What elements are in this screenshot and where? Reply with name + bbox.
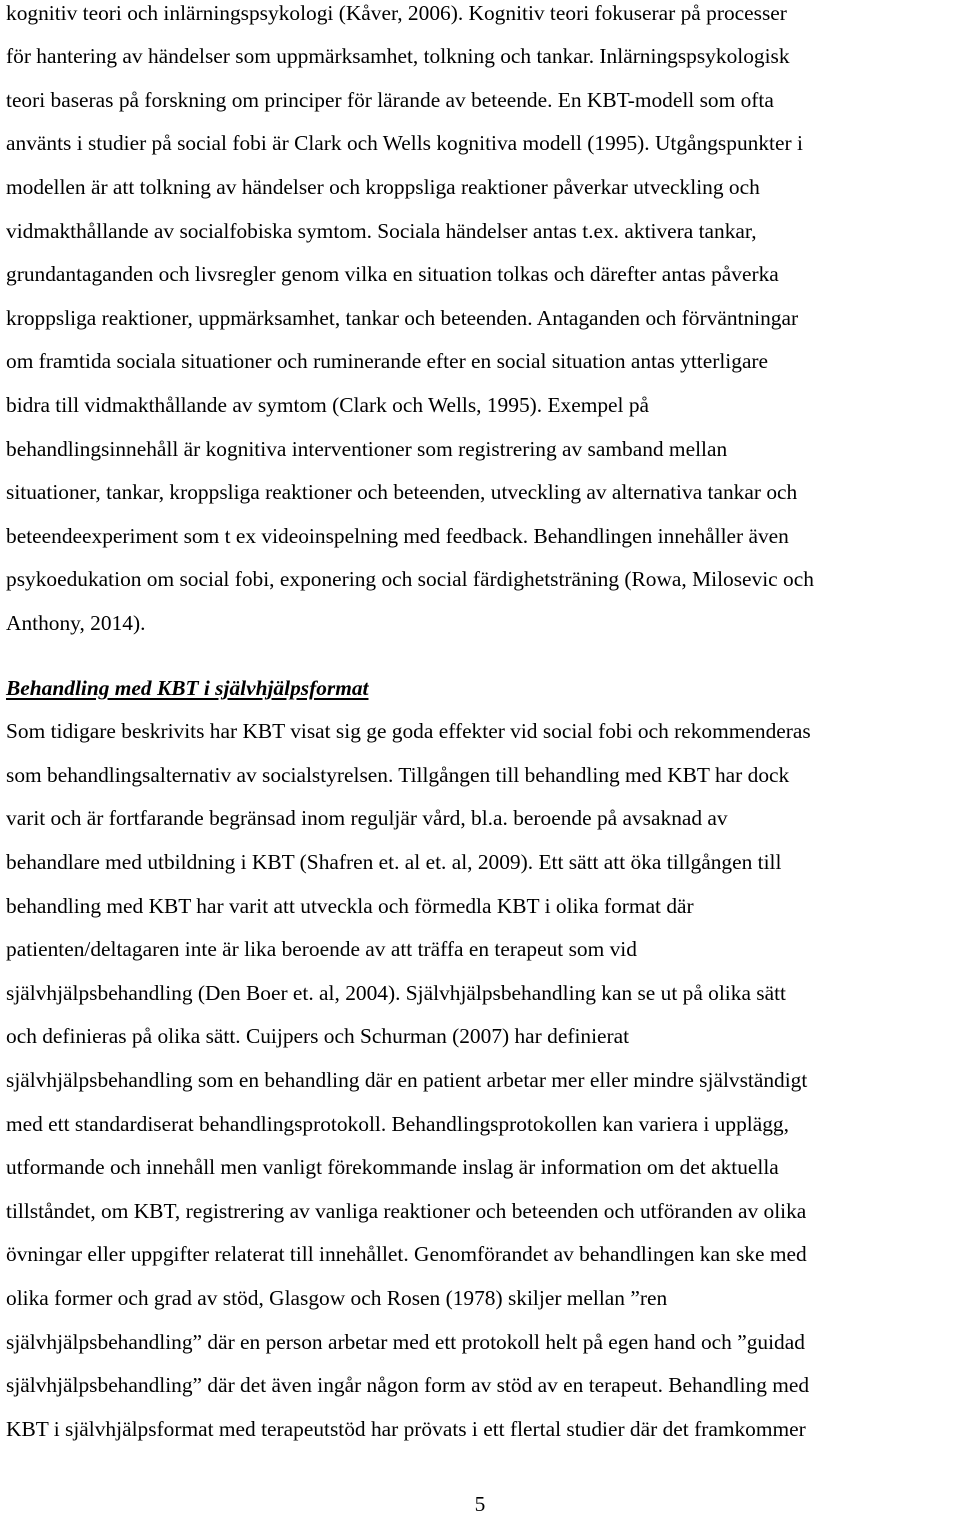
paragraph-line: Som tidigare beskrivits har KBT visat sig ge goda effekter vid social fobi och rekommenderas [6, 719, 811, 743]
paragraph-line: kognitiv teori och inlärningspsykologi (Kåver, 2006). Kognitiv teori fokuserar på processer [6, 1, 787, 25]
paragraph-line: använts i studier på social fobi är Clark och Wells kognitiva modell (1995). Utgångspunkter i [6, 131, 803, 155]
paragraph-line: utformande och innehåll men vanligt förekommande inslag är information om det aktuella [6, 1155, 779, 1179]
paragraph-line: behandlare med utbildning i KBT (Shafren et. al et. al, 2009). Ett sätt att öka tillgången till [6, 850, 782, 874]
paragraph-line: beteendeexperiment som t ex videoinspelning med feedback. Behandlingen innehåller även [6, 524, 789, 548]
paragraph-line: behandlingsinnehåll är kognitiva interventioner som registrering av samband mellan [6, 437, 728, 461]
paragraph-line: behandling med KBT har varit att utveckla och förmedla KBT i olika format där [6, 894, 694, 918]
paragraph-line: kroppsliga reaktioner, uppmärksamhet, tankar och beteenden. Antaganden och förväntningar [6, 306, 799, 330]
paragraph-line: olika former och grad av stöd, Glasgow och Rosen (1978) skiljer mellan ”ren [6, 1286, 668, 1310]
page-number: 5 [474, 1492, 486, 1516]
paragraph-line: som behandlingsalternativ av socialstyrelsen. Tillgången till behandling med KBT har dock [6, 763, 790, 787]
paragraph-line: situationer, tankar, kroppsliga reaktioner och beteenden, utveckling av alternativa tankar och [6, 480, 798, 504]
paragraph-line: patienten/deltagaren inte är lika beroende av att träffa en terapeut som vid [6, 937, 637, 961]
paragraph-line: självhjälpsbehandling” där en person arbetar med ett protokoll helt på egen hand och ”guidad [6, 1330, 805, 1354]
paragraph-line: Anthony, 2014). [6, 611, 146, 635]
section-heading: Behandling med KBT i självhjälpsformat [6, 676, 369, 700]
paragraph-line: varit och är fortfarande begränsad inom reguljär vård, bl.a. beroende på avsaknad av [6, 806, 728, 830]
paragraph-line: övningar eller uppgifter relaterat till innehållet. Genomförandet av behandlingen kan ske med [6, 1242, 807, 1266]
paragraph-line: med ett standardiserat behandlingsprotokoll. Behandlingsprotokollen kan variera i upplägg, [6, 1112, 789, 1136]
paragraph-line: KBT i självhjälpsformat med terapeutstöd har prövats i ett flertal studier där det framkommer [6, 1417, 806, 1441]
paragraph-line: teori baseras på forskning om principer för lärande av beteende. En KBT-modell som ofta [6, 88, 774, 112]
paragraph-line: psykoedukation om social fobi, exponering och social färdighetsträning (Rowa, Milosevic och [6, 567, 814, 591]
paragraph-line: tillståndet, om KBT, registrering av vanliga reaktioner och beteenden och utföranden av olika [6, 1199, 807, 1223]
paragraph-line: självhjälpsbehandling” där det även ingår någon form av stöd av en terapeut. Behandling med [6, 1373, 810, 1397]
paragraph-line: om framtida sociala situationer och ruminerande efter en social situation antas ytterligare [6, 349, 769, 373]
paragraph-line: bidra till vidmakthållande av symtom (Clark och Wells, 1995). Exempel på [6, 393, 650, 417]
paragraph-line: vidmakthållande av socialfobiska symtom. Sociala händelser antas t.ex. aktivera tankar, [6, 219, 757, 243]
paragraph-line: grundantaganden och livsregler genom vilka en situation tolkas och därefter antas påverka [6, 262, 779, 286]
paragraph-line: självhjälpsbehandling (Den Boer et. al, 2004). Självhjälpsbehandling kan se ut på olika sätt [6, 981, 786, 1005]
paragraph-line: självhjälpsbehandling som en behandling där en patient arbetar mer eller mindre självständigt [6, 1068, 808, 1092]
paragraph-line: för hantering av händelser som uppmärksamhet, tolkning och tankar. Inlärningspsykologisk [6, 44, 790, 68]
paragraph-line: modellen är att tolkning av händelser och kroppsliga reaktioner påverkar utveckling och [6, 175, 760, 199]
paragraph-line: och definieras på olika sätt. Cuijpers och Schurman (2007) har definierat [6, 1024, 630, 1048]
